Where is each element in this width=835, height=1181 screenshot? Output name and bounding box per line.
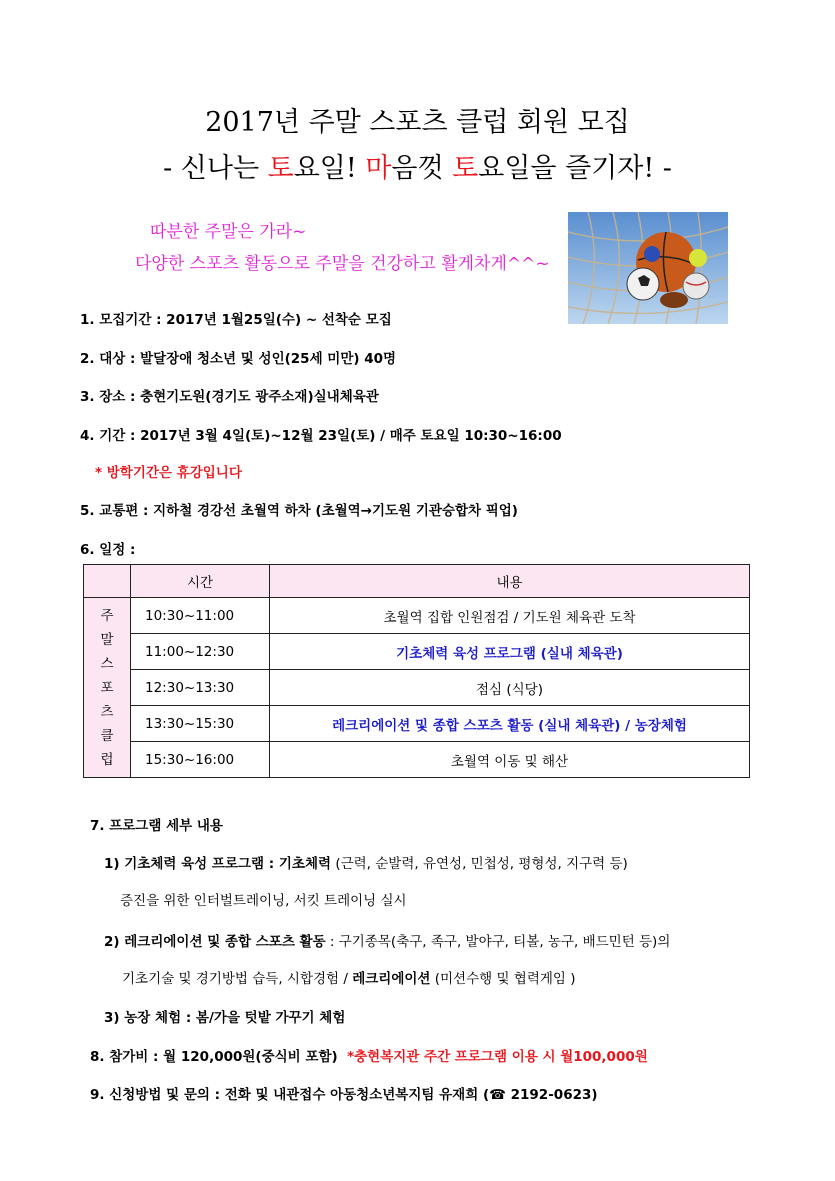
side-char: 럽 [100, 751, 114, 768]
table-header-time: 시간 [131, 565, 270, 598]
side-char: 포 [100, 679, 114, 696]
schedule-table [83, 564, 750, 778]
subtitle-part: 요일을 즐기자! - [478, 153, 672, 184]
page-subtitle [0, 146, 835, 185]
program-3: 3) 농장 체험 : 봄/가을 텃밭 가꾸기 체험 [104, 1010, 346, 1026]
program-details-heading: 7. 프로그램 세부 내용 [90, 818, 223, 834]
program-2-line-2 [122, 967, 576, 987]
subtitle-part: 음껏 [391, 153, 453, 184]
transportation: 5. 교통편 : 지하철 경강선 초월역 하차 (초월역→기도원 기관승합차 픽업) [80, 503, 518, 519]
slogan-line-1: 따분한 주말은 가라~ [150, 222, 307, 242]
side-char: 주 [100, 607, 114, 624]
schedule-content: 초월역 집합 인원점검 / 기도원 체육관 도착 [270, 598, 750, 634]
target-audience: 2. 대상 : 발달장애 청소년 및 성인(25세 미만) 40명 [80, 351, 397, 367]
table-row [84, 742, 750, 778]
program-1 [104, 852, 628, 872]
subtitle-highlight: 토 [267, 153, 294, 184]
program-2 [104, 930, 670, 950]
program-period: 4. 기간 : 2017년 3월 4일(토)~12월 23일(토) / 매주 토요일 10:30~16:00 [80, 428, 562, 444]
slogan-line-2: 다양한 스포츠 활동으로 주말을 건강하고 활게차게^^~ [135, 254, 550, 274]
subtitle-part: 요일! [293, 153, 366, 184]
program-1-desc: (근력, 순발력, 유연성, 민첩성, 평형성, 지구력 등) [331, 856, 628, 872]
side-char: 말 [100, 631, 114, 648]
table-header-corner [84, 565, 131, 598]
page-title: 2017년 주말 스포츠 클럽 회원 모집 [205, 107, 630, 138]
table-row [84, 706, 750, 742]
table-row [84, 634, 750, 670]
fee-discount-note: *충현복지관 주간 프로그램 이용 시 월100,000원 [347, 1049, 648, 1065]
schedule-label: 6. 일정 : [80, 542, 136, 558]
sports-balls-net-image [568, 212, 728, 324]
schedule-time: 15:30~16:00 [131, 742, 270, 778]
subtitle-highlight: 토 [452, 153, 479, 184]
subtitle-part: - 신나는 [163, 153, 268, 184]
program-1-line-2: 증진을 위한 인터벌트레이닝, 서킷 트레이닝 실시 [120, 893, 407, 909]
program-2-skills: 기초기술 및 경기방법 습득, 시합경험 / [122, 971, 353, 987]
table-header-row [84, 565, 750, 598]
subtitle-highlight: 마 [365, 153, 392, 184]
vacation-note: * 방학기간은 휴강입니다 [95, 465, 242, 481]
schedule-time: 13:30~15:30 [131, 706, 270, 742]
schedule-content: 기초체력 육성 프로그램 (실내 체육관) [270, 634, 750, 670]
schedule-content: 초월역 이동 및 해산 [270, 742, 750, 778]
venue: 3. 장소 : 충현기도원(경기도 광주소재)실내체육관 [80, 389, 379, 405]
table-row [84, 598, 750, 634]
contact-info: 9. 신청방법 및 문의 : 전화 및 내관접수 아동청소년복지팀 유재희 (☎ 2192-0623) [90, 1087, 598, 1103]
fee-label: 8. 참가비 : 월 120,000원(중식비 포함) [90, 1049, 338, 1065]
schedule-time: 11:00~12:30 [131, 634, 270, 670]
weekend-sports-club-label [84, 598, 131, 778]
program-1-title: 1) 기초체력 육성 프로그램 : 기초체력 [104, 856, 332, 872]
side-char: 츠 [100, 703, 114, 720]
recruit-period: 1. 모집기간 : 2017년 1월25일(수) ~ 선착순 모집 [80, 312, 392, 328]
schedule-time: 10:30~11:00 [131, 598, 270, 634]
side-char: 클 [100, 727, 114, 744]
table-row [84, 670, 750, 706]
program-2-recreation: 레크리에이션 [352, 971, 431, 987]
schedule-time: 12:30~13:30 [131, 670, 270, 706]
program-2-games: (미션수행 및 협력게임 ) [430, 971, 576, 987]
schedule-content: 점심 (식당) [270, 670, 750, 706]
program-2-desc: : 구기종목(축구, 족구, 발야구, 티볼, 농구, 배드민턴 등)의 [325, 934, 671, 950]
schedule-content: 레크리에이션 및 종합 스포츠 활동 (실내 체육관) / 농장체험 [270, 706, 750, 742]
program-2-title: 2) 레크리에이션 및 종합 스포츠 활동 [104, 934, 326, 950]
side-char: 스 [100, 655, 114, 672]
participation-fee [90, 1045, 648, 1065]
table-header-content: 내용 [270, 565, 750, 598]
